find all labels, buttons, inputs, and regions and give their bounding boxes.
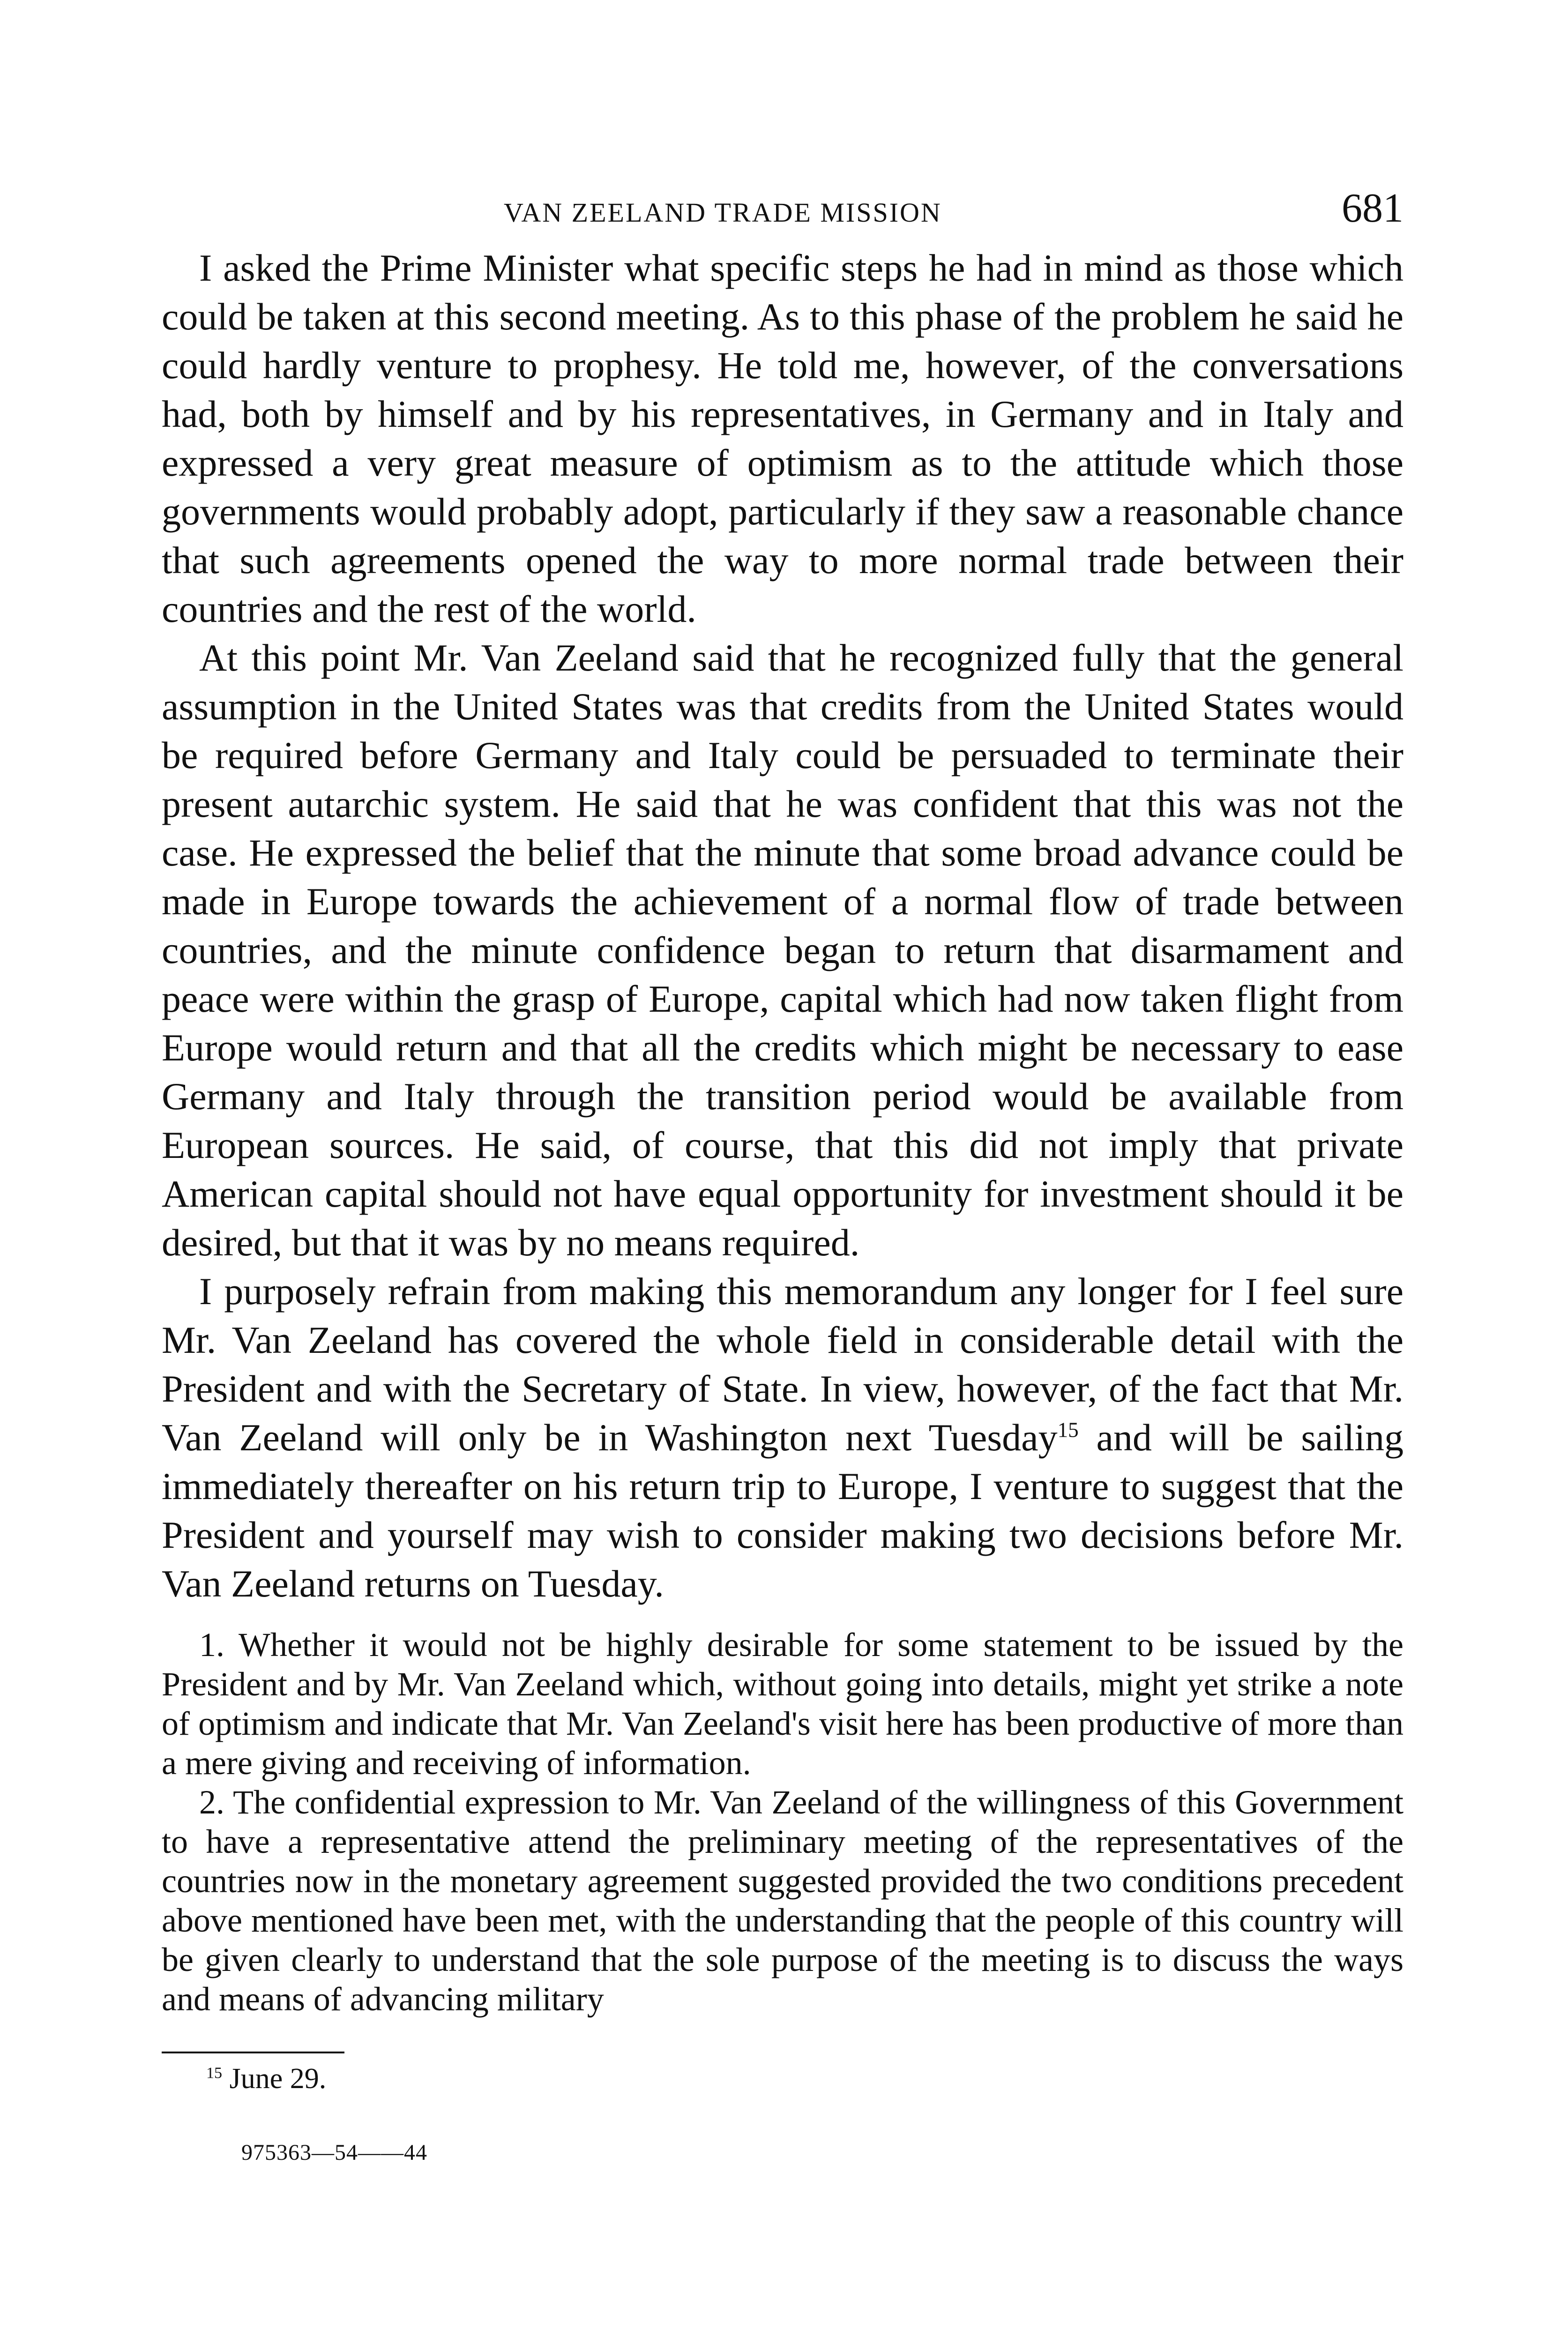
- body-text: [162, 244, 1404, 1608]
- list-item-1: 1. Whether it would not be highly desirable for some statement to be issued by the President and by Mr. Van Zeeland which, without going into details, might yet strike a note of optimism and indicate that Mr. Van Zeeland's visit here has been productive of more than a mere giving and receiving of information.: [162, 1626, 1404, 1782]
- running-title: VAN ZEELAND TRADE MISSION: [504, 197, 942, 228]
- footnote-reference: 15: [1057, 1418, 1079, 1442]
- footnote: [162, 2060, 1404, 2097]
- paragraph-3-part-1: I purposely refrain from making this memorandum any longer for I feel sure Mr. Van Zeeland has covered the whole field in considerable detail with the President and with the Secretary of State. In view, however, of the fact that Mr. Van Zeeland will only be in Washington next Tuesday: [162, 1270, 1404, 1459]
- paragraph-1: I asked the Prime Minister what specific steps he had in mind as those which could be taken at this second meeting. As to this phase of the problem he said he could hardly venture to prophesy. He told me, however, of the conversations had, both by himself and by his representatives, in Germany and in Italy and expressed a very great measure of optimism as to the attitude which those governments would probably adopt, particularly if they saw a reasonable chance that such agreements opened the way to more normal trade between their countries and the rest of the world.: [162, 246, 1404, 630]
- footnote-divider: [162, 2052, 344, 2053]
- list-item-2: 2. The confidential expression to Mr. Van Zeeland of the willingness of this Government to have a representative attend the preliminary meeting of the representatives of the countries now in the monetary agreement suggested provided the two conditions precedent above mentioned have been met, with the understanding that the people of this country will be given clearly to understand that the sole purpose of the meeting is to discuss the ways and means of advancing military: [162, 1783, 1404, 2018]
- running-head: [162, 187, 1404, 244]
- numbered-list: [162, 1625, 1404, 2019]
- footnote-text: June 29.: [222, 2063, 327, 2095]
- document-page: [162, 187, 1404, 2165]
- paragraph-2: At this point Mr. Van Zeeland said that he recognized fully that the general assumption in the United States was that credits from the United States would be required before Germany and Italy could be persuaded to terminate their present autarchic system. He said that he was confident that this was not the case. He expressed the belief that the minute that some broad advance could be made in Europe towards the achievement of a normal flow of trade between countries, and the minute confidence began to return that disarmament and peace were within the grasp of Europe, capital which had now taken flight from Europe would return and that all the credits which might be necessary to ease Germany and Italy through the transition period would be available from European sources. He said, of course, that this did not imply that private American capital should not have equal opportunity for investment should it be desired, but that it was by no means required.: [162, 636, 1404, 1264]
- footnote-marker: 15: [206, 2064, 223, 2082]
- print-code: 975363—54——44: [241, 2140, 427, 2165]
- paragraph-3: [162, 1267, 1404, 1608]
- page-number: 681: [1342, 186, 1404, 231]
- paragraph-3-part-2: and will be sailing immediately thereafter on his return trip to Europe, I venture to suggest that the President and yourself may wish to consider making two decisions before Mr. Van Zeeland returns on Tuesday.: [162, 1416, 1404, 1605]
